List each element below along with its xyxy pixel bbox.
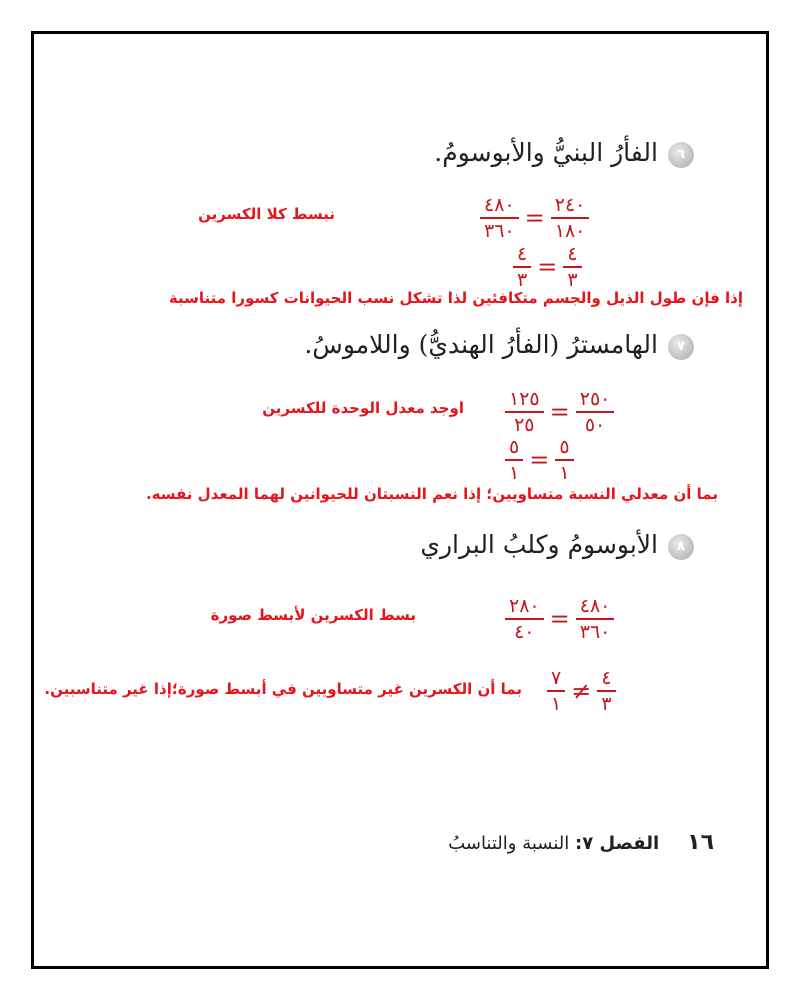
- problem-6-heading: [434, 138, 694, 168]
- problem-7-side-note: اوجد معدل الوحدة للكسرين: [262, 399, 464, 417]
- problem-8-conclusion: بما أن الكسرين غير متساويين في أبسط صورة؛إذا غير متناسبين.: [44, 680, 522, 698]
- fraction: $\frac{١٢٥}{٢٥}$: [505, 388, 544, 436]
- problem-6-equation-1: $\frac{٤٨٠}{٣٦٠}$ = $\frac{٢٤٠}{١٨٠}$: [480, 194, 589, 242]
- problem-6-equation-2: $\frac{٤}{٣}$ = $\frac{٤}{٣}$: [513, 243, 582, 291]
- fraction: $\frac{٤}{٣}$: [563, 243, 581, 291]
- chapter-title: النسبة والتناسبُ: [448, 833, 570, 854]
- problem-8-side-note: بسط الكسرين لأبسط صورة: [210, 606, 416, 624]
- problem-7-title: الهامسترُ (الفأرُ الهنديُّ) واللاموسُ.: [304, 330, 658, 359]
- problem-7-conclusion: بما أن معدلي النسبة متساويين؛ إذا نعم النسبتان للحيوانين لهما المعدل نفسه.: [145, 485, 718, 503]
- fraction: $\frac{٤٨٠}{٣٦٠}$: [576, 595, 615, 643]
- page-number: ١٦: [687, 830, 714, 855]
- problem-6-title: الفأرُ البنيُّ والأبوسومُ.: [434, 138, 658, 167]
- fraction: $\frac{٧}{١}$: [547, 667, 565, 715]
- problem-7-equation-1: $\frac{١٢٥}{٢٥}$ = $\frac{٢٥٠}{٥٠}$: [505, 388, 614, 436]
- fraction: $\frac{٥}{١}$: [555, 436, 573, 484]
- chapter-label: الفصل ٧:: [574, 833, 660, 854]
- fraction: $\frac{٤}{٣}$: [513, 243, 531, 291]
- fraction: $\frac{٥}{١}$: [505, 436, 523, 484]
- question-number-badge: ٨: [668, 534, 694, 560]
- question-number-badge: ٧: [668, 334, 694, 360]
- page-footer: [448, 830, 714, 855]
- problem-8-heading: [420, 530, 694, 560]
- problem-8-title: الأبوسومُ وكلبُ البراري: [420, 530, 658, 559]
- fraction: $\frac{٢٤٠}{١٨٠}$: [551, 194, 590, 242]
- fraction: $\frac{٤٨٠}{٣٦٠}$: [480, 194, 519, 242]
- problem-6-side-note: نبسط كلا الكسرين: [198, 205, 335, 223]
- problem-8-equation-2: $\frac{٧}{١}$ ≠ $\frac{٤}{٣}$: [547, 667, 616, 715]
- fraction: $\frac{٤}{٣}$: [597, 667, 615, 715]
- problem-8-equation-1: $\frac{٢٨٠}{٤٠}$ = $\frac{٤٨٠}{٣٦٠}$: [505, 595, 614, 643]
- problem-7-heading: [304, 330, 694, 360]
- problem-6-conclusion: إذا فإن طول الذيل والجسم متكافئين لذا تشكل نسب الحيوانات كسورا متناسبة: [168, 289, 743, 307]
- fraction: $\frac{٢٨٠}{٤٠}$: [505, 595, 544, 643]
- problem-7-equation-2: $\frac{٥}{١}$ = $\frac{٥}{١}$: [505, 436, 574, 484]
- fraction: $\frac{٢٥٠}{٥٠}$: [576, 388, 615, 436]
- question-number-badge: ٦: [668, 142, 694, 168]
